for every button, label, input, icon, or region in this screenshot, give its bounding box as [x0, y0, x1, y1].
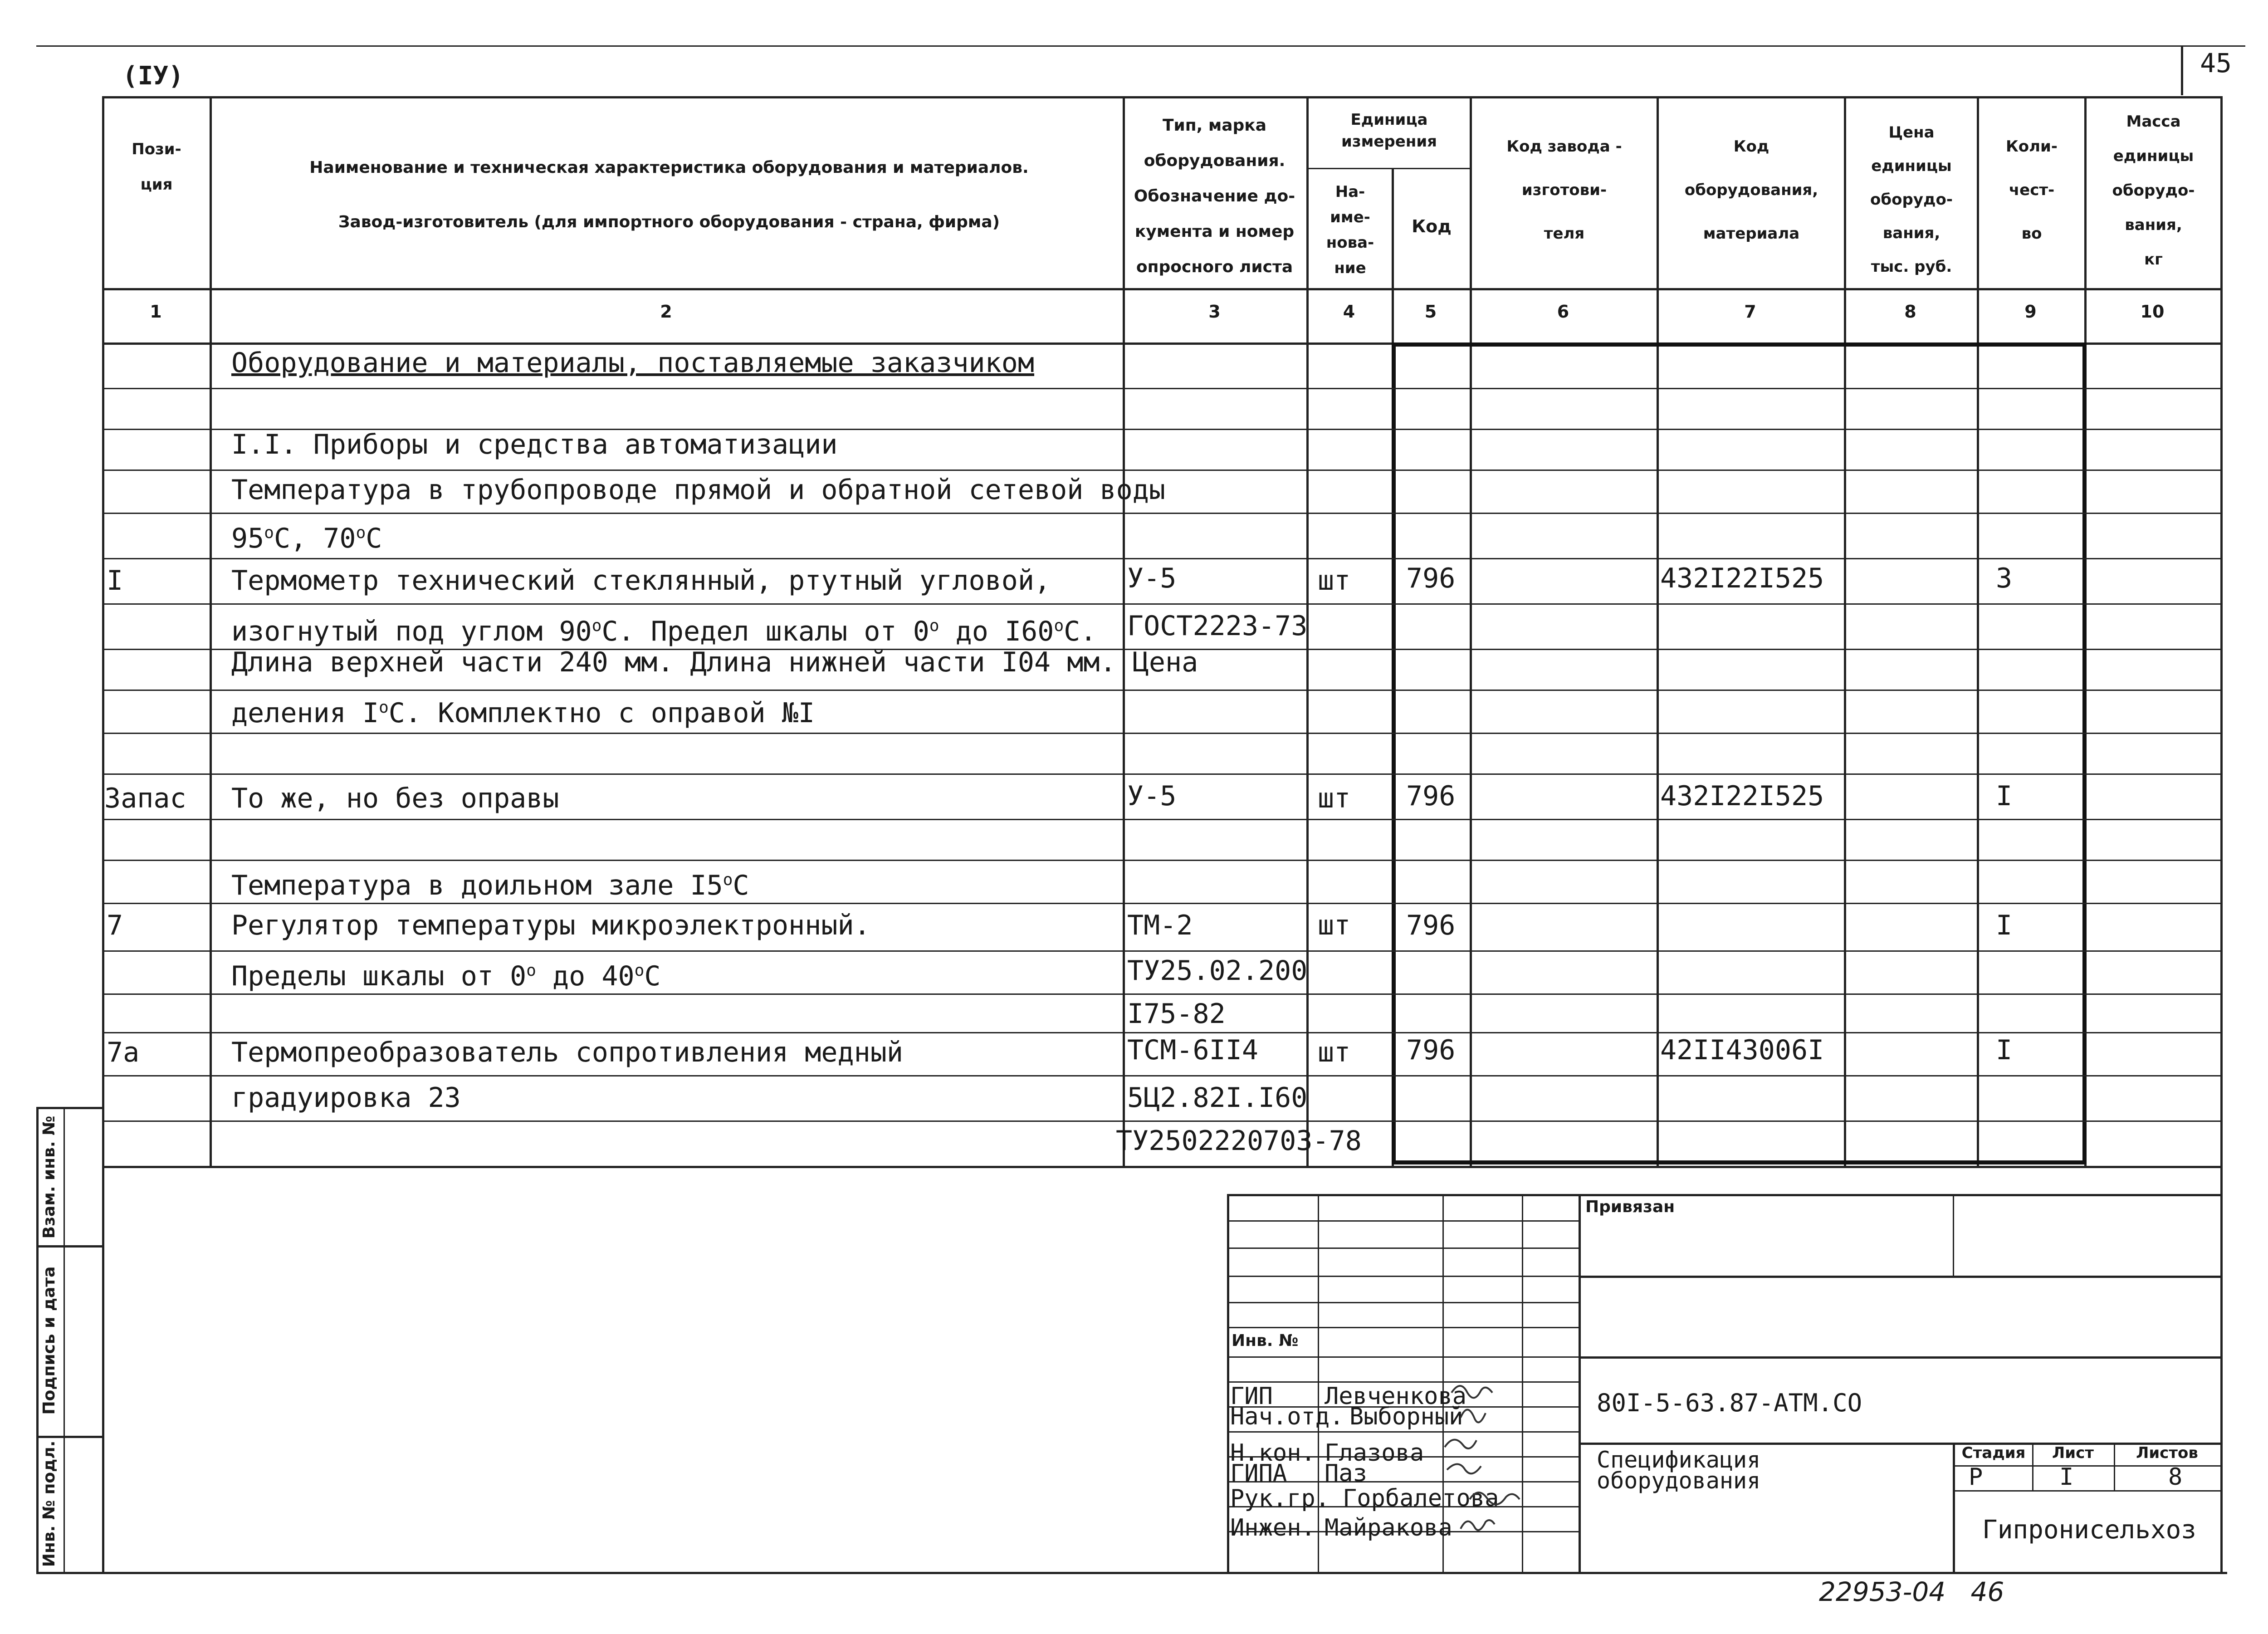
row-name: Термометр технический стеклянный, ртутный угловой, [231, 565, 1051, 597]
person-name: Выборный [1349, 1403, 1463, 1430]
row-quantity: I [1996, 780, 2013, 812]
row-type: ТУ25.02.200 [1127, 955, 1308, 987]
row-quantity: I [1996, 1034, 2013, 1066]
row-type: У-5 [1127, 780, 1177, 812]
header-name: Наименование и техническая характеристика оборудования и материалов. Завод-изготовитель (для импортного оборудования - страна, фирма) [309, 158, 1029, 231]
person-name: Горбалетова [1343, 1485, 1499, 1512]
sheet-value: I [2059, 1463, 2074, 1491]
header-type: Тип, марка оборудования. Обозначение до- кумента и номер опросного листа [1134, 116, 1295, 276]
side-label-original-inv: Инв. № подл. [40, 1440, 59, 1567]
row-unit: шт [1318, 1037, 1351, 1068]
person-name: Глазова [1325, 1439, 1424, 1467]
row-name: Регулятор температуры микроэлектронный. [231, 910, 870, 941]
archive-stamp: 22953-04 46 [1819, 1576, 2004, 1607]
column-number: 4 [1343, 302, 1355, 322]
column-number: 8 [1904, 302, 1916, 322]
role-label: Рук.гр. [1230, 1485, 1330, 1512]
column-number: 3 [1208, 302, 1221, 322]
row-unit-code: 796 [1406, 1034, 1456, 1066]
row-type: ТУ2502220703-78 [1116, 1125, 1362, 1157]
role-label: Н.кон. [1230, 1439, 1315, 1467]
row-position: I [107, 565, 123, 597]
row-name: изогнутый под углом 90$^o$С. Предел шкалы от 0$^o$ до I60$^o$С. [231, 616, 1097, 647]
row-type: ГОСТ2223-73 [1127, 610, 1308, 642]
row-type: У-5 [1127, 563, 1177, 594]
header-unit-name: На- име- нова- ние [1326, 183, 1374, 277]
row-name: градуировка 23 [231, 1082, 461, 1114]
row-equipment-code: 42II43006I [1660, 1034, 1824, 1066]
role-label: ГИПА [1230, 1460, 1287, 1487]
row-name: Пределы шкалы от 0$^o$ до 40$^o$С [231, 960, 661, 992]
section-mark: (IУ) [122, 61, 184, 91]
header-price: Цена единицы оборудо- вания, тыс. руб. [1870, 123, 1953, 276]
sheet-number-box-divider [2181, 45, 2183, 95]
row-equipment-code: 432I22I525 [1660, 780, 1824, 812]
row-position: Запас [104, 783, 186, 814]
row-unit-code: 796 [1406, 780, 1456, 812]
row-name: Температура в доильном зале I5$^o$С [231, 870, 749, 901]
row-unit: шт [1318, 783, 1351, 814]
row-position: 7 [107, 910, 123, 941]
person-name: Майракова [1325, 1514, 1452, 1541]
row-type: 5Ц2.82I.I60 [1127, 1082, 1308, 1114]
handwritten-signatures [1442, 1375, 1592, 1556]
side-label-replaced-inv: Взам. инв. № [40, 1115, 59, 1239]
row-unit: шт [1318, 565, 1351, 597]
stage-value: Р [1969, 1463, 1983, 1491]
row-type: ТМ-2 [1127, 910, 1193, 941]
column-number: 7 [1744, 302, 1756, 322]
row-name: 95$^o$С, 70$^o$С [231, 523, 382, 554]
stage-label: Стадия [1961, 1444, 2026, 1462]
sheets-value: 8 [2168, 1463, 2183, 1491]
role-label: ГИП [1230, 1383, 1273, 1410]
header-unit-code: Код [1412, 216, 1452, 236]
row-name: деления $I^oС$. Комплектно с оправой №I [231, 697, 815, 729]
row-name: Термопреобразователь сопротивления медный [231, 1037, 904, 1068]
column-number: 5 [1424, 302, 1437, 322]
column-number: 1 [150, 302, 162, 322]
column-number: 2 [660, 302, 672, 322]
row-name: Длина верхней части 240 мм. Длина нижней части I04 мм. Цена [231, 646, 1198, 678]
role-label: Инжен. [1230, 1514, 1315, 1541]
header-position: Пози- ция [132, 140, 181, 194]
row-type: ТСМ-6II4 [1127, 1034, 1258, 1066]
side-label-signature-date: Подпись и дата [40, 1266, 59, 1415]
sheet-number: 45 [2200, 48, 2232, 78]
header-unit: Единица измерения [1341, 111, 1437, 151]
header-equipment-code: Код оборудования, материала [1684, 137, 1818, 243]
row-position: 7а [107, 1037, 140, 1068]
sheet-label: Лист [2052, 1444, 2094, 1462]
attached-label: Привязан [1585, 1198, 1675, 1216]
row-type: I75-82 [1127, 998, 1226, 1030]
subsection-heading: I.I. Приборы и средства автоматизации [231, 429, 838, 460]
header-quantity: Коли- чест- во [2006, 137, 2058, 243]
row-quantity: 3 [1996, 563, 2013, 594]
row-unit-code: 796 [1406, 910, 1456, 941]
header-factory-code: Код завода - изготови- теля [1506, 137, 1622, 243]
row-name: Температура в трубопроводе прямой и обратной сетевой воды [231, 474, 1166, 506]
person-name: Паз [1325, 1460, 1367, 1487]
column-number: 9 [2024, 302, 2037, 322]
person-name: Левченкова [1325, 1383, 1467, 1410]
header-mass: Масса единицы оборудо- вания, кг [2112, 113, 2195, 269]
role-label: Нач.отд. [1230, 1403, 1344, 1430]
row-quantity: I [1996, 910, 2013, 941]
inventory-label: Инв. № [1232, 1331, 1299, 1350]
document-title: Спецификация оборудования [1597, 1447, 1761, 1494]
column-number: 10 [2140, 302, 2165, 322]
row-unit: шт [1318, 910, 1351, 941]
sheets-label: Листов [2136, 1444, 2198, 1462]
row-unit-code: 796 [1406, 563, 1456, 594]
row-equipment-code: 432I22I525 [1660, 563, 1824, 594]
row-name: То же, но без оправы [231, 783, 559, 814]
section-heading: Оборудование и материалы, поставляемые заказчиком [231, 347, 1035, 379]
column-number: 6 [1557, 302, 1569, 322]
organization-name: Гипронисельхоз [1982, 1515, 2197, 1545]
document-code: 80I-5-63.87-АТМ.СО [1597, 1389, 1862, 1417]
